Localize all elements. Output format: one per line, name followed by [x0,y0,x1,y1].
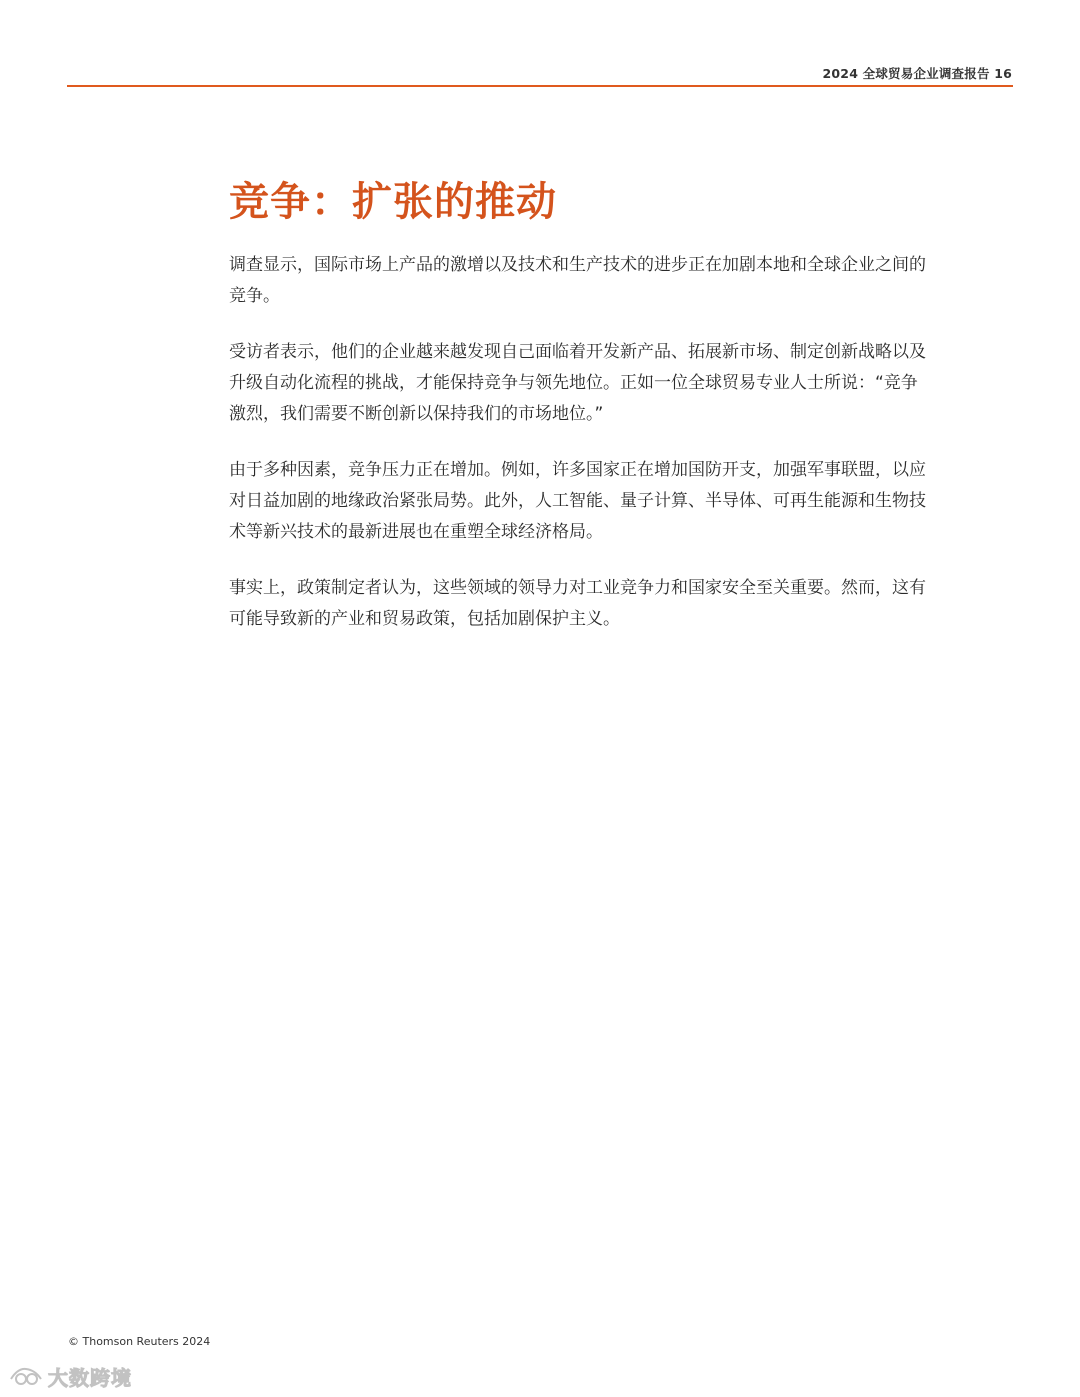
paragraph-4: 事实上，政策制定者认为，这些领域的领导力对工业竞争力和国家安全至关重要。然而，这有可能导致新的产业和贸易政策，包括加剧保护主义。 [229,578,926,629]
paragraph-1: 调查显示，国际市场上产品的激增以及技术和生产技术的进步正在加剧本地和全球企业之间的竞争。 [229,255,926,306]
paragraph-3: 由于多种因素，竞争压力正在增加。例如，许多国家正在增加国防开支，加强军事联盟，以应对日益加剧的地缘政治紧张局势。此外，人工智能、量子计算、半导体、可再生能源和生物技术等新兴技术的最新进展也在重塑全球经济格局。 [229,460,926,542]
article-body [229,172,929,660]
watermark-text: 大数跨境 [48,1366,132,1390]
watermark [8,1362,132,1391]
paragraph-2: 受访者表示，他们的企业越来越发现自己面临着开发新产品、拓展新市场、制定创新战略以及升级自动化流程的挑战，才能保持竞争与领先地位。正如一位全球贸易专业人士所说：“竞争激烈，我们需要不断创新以保持我们的市场地位。” [229,342,926,424]
section-title: 竞争：扩张的推动 [229,179,557,225]
header-divider [67,85,1013,87]
running-header: 2024 全球贸易企业调查报告 16 [822,66,1012,81]
copyright-footer: © Thomson Reuters 2024 [68,1335,211,1348]
eye-logo-icon [8,1365,44,1389]
